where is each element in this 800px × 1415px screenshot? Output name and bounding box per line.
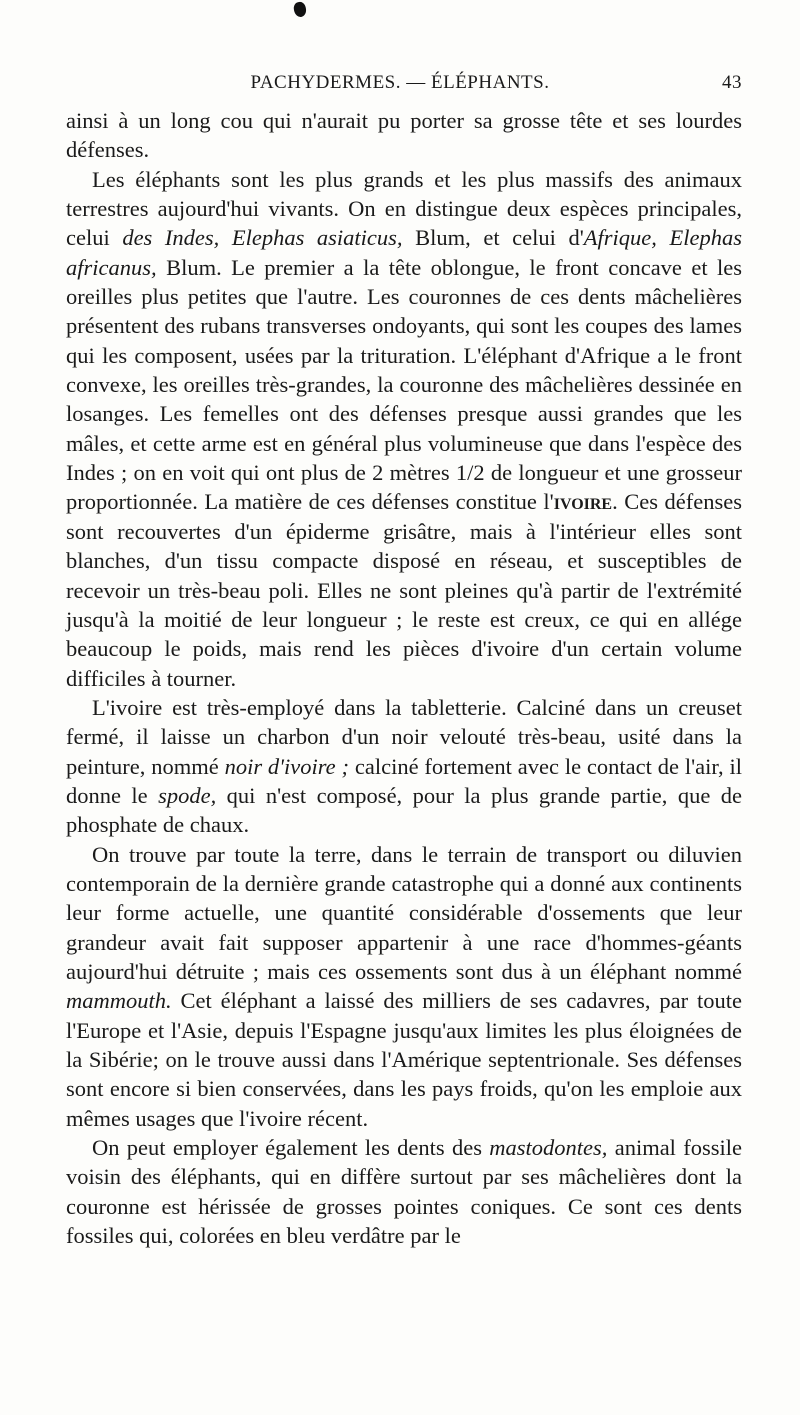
paragraph: [66, 165, 742, 693]
paragraph: [66, 106, 742, 165]
paragraph: [66, 1133, 742, 1250]
text-run: On peut employer également les dents des: [92, 1135, 490, 1161]
paragraph: [66, 840, 742, 1133]
text-run: animal fossile voisin des éléphants, qui en diffère surtout par ses mâchelières dont la couronne est hérissée de grosses pointes coniques. Ce sont ces dents fossiles qui, colorées en bleu verdâtre par le: [66, 1135, 742, 1249]
text-run: Les éléphants sont les plus grands et les plus massifs des animaux terrestres aujourd'hui vivants. On en distingue deux espèces principales, celui: [66, 166, 742, 251]
page-number: 43: [722, 72, 742, 93]
paragraph: [66, 693, 742, 840]
text-run: qui n'est composé, pour la plus grande partie, que de phosphate de chaux.: [66, 782, 742, 838]
text-run: L'ivoire est très-employé dans la tabletterie. Calciné dans un creuset fermé, il laisse un charbon d'un noir velouté très-beau, usité dans la peinture, nommé: [66, 694, 742, 779]
italic-run: mammouth.: [66, 988, 172, 1014]
text-run: Blum, et celui d': [402, 225, 584, 251]
running-header: [0, 72, 800, 96]
header-title: PACHYDERMES. — ÉLÉPHANTS.: [250, 72, 550, 93]
text-run: . Ces défenses sont recouvertes d'un épiderme grisâtre, mais à l'intérieur elles sont blanches, d'un tissu compacte disposé en réseau, et susceptibles de recevoir un très-beau poli. Elles ne sont pleines qu'à partir de l'extrémité jusqu'à la moitié de leur longueur ; le reste est creux, ce qui en allége beaucoup le poids, mais rend les pièces d'ivoire d'un certain volume difficiles à tourner.: [66, 489, 742, 691]
italic-run: mastodontes,: [489, 1135, 608, 1161]
body-text: [66, 106, 742, 1250]
italic-run: noir d'ivoire ;: [224, 753, 349, 779]
text-run: ainsi à un long cou qui n'aurait pu porter sa grosse tête et ses lourdes défenses.: [66, 108, 742, 163]
italic-run: spode,: [158, 782, 217, 808]
ink-blot-mark: [293, 1, 308, 18]
text-run: Cet éléphant a laissé des milliers de ses cadavres, par toute l'Europe et l'Asie, depuis l'Espagne jusqu'aux limites les plus éloignées de la Sibérie; on le trouve aussi dans l'Amérique septentrionale. Ses défenses sont encore si bien conservées, dans les pays froids, qu'on les emploie aux mêmes usages que l'ivoire récent.: [66, 988, 742, 1131]
italic-run: des Indes, Elephas asiaticus,: [122, 225, 403, 251]
text-run: On trouve par toute la terre, dans le terrain de transport ou diluvien contemporain de la dernière grande catastrophe qui a donné aux continents leur forme actuelle, une quantité considérable d'ossements que leur grandeur avait fait supposer appartenir à une race d'hommes-géants aujourd'hui détruite ; mais ces ossements sont dus à un éléphant nommé: [66, 841, 742, 984]
text-run: calciné fortement avec le contact de l'air, il donne le: [66, 753, 742, 808]
small-caps-run: ivoire: [553, 489, 613, 515]
italic-run: Afrique, Elephas africanus,: [66, 225, 742, 280]
text-run: Blum. Le premier a la tête oblongue, le front concave et les oreilles plus petites que l'autre. Les couronnes de ces dents mâchelières présentent des rubans transverses ondoyants, qui sont les coupes des lames qui les composent, usées par la trituration. L'éléphant d'Afrique a le front convexe, les oreilles très-grandes, la couronne des mâchelières dessinée en losanges. Les femelles ont des défenses presque aussi grandes que les mâles, et cette arme est en général plus volumineuse que dans l'espèce des Indes ; on en voit qui ont plus de 2 mètres 1/2 de longueur et une grosseur proportionnée. La matière de ces défenses constitue l': [66, 254, 742, 515]
